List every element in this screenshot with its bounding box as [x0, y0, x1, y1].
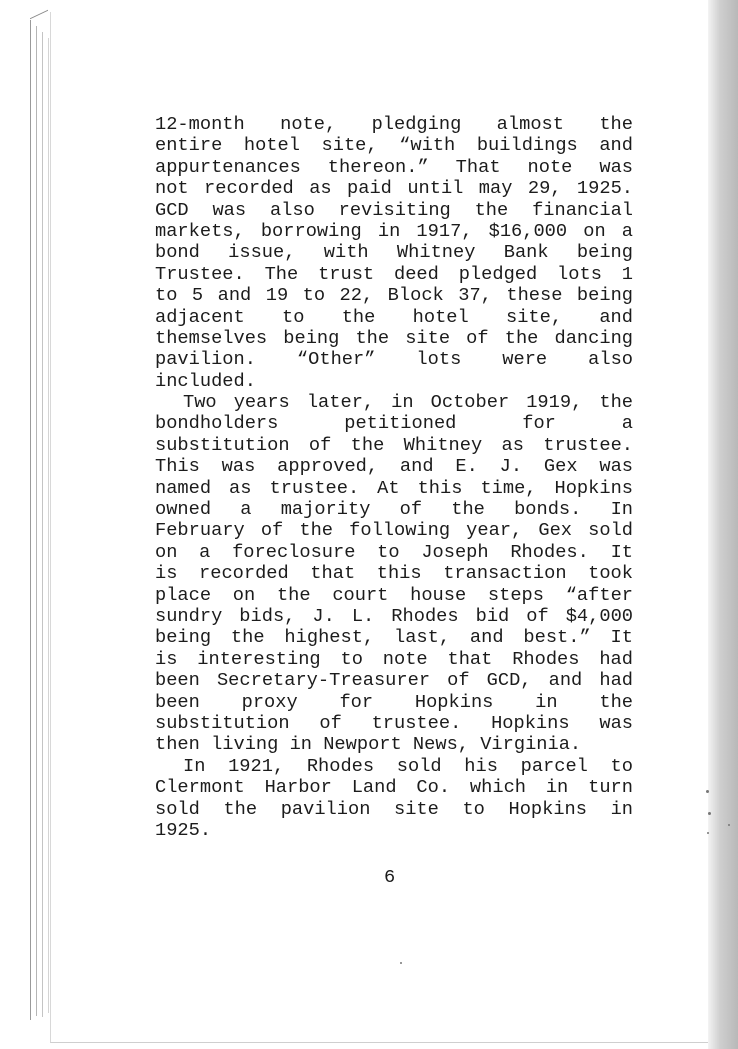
- text-line: is interesting to note that Rhodes had: [155, 647, 633, 670]
- text-line: bondholders petitioned for a: [155, 412, 633, 435]
- scan-speck: [707, 832, 709, 834]
- text-line: 12-month note, pledging almost the: [155, 113, 633, 135]
- text-line: This was approved, and E. J. Gex was: [155, 455, 633, 478]
- scan-speck: [706, 790, 709, 793]
- text-line: to 5 and 19 to 22, Block 37, these being: [155, 284, 633, 307]
- page-edge: [30, 20, 31, 1020]
- text-line: included.: [155, 369, 256, 392]
- text-line: substitution of the Whitney as trustee.: [155, 433, 633, 456]
- text-line: owned a majority of the bonds. In: [155, 498, 633, 521]
- body-text: [155, 114, 633, 841]
- text-line: been Secretary-Treasurer of GCD, and had: [155, 669, 633, 692]
- text-line: then living in Newport News, Virginia.: [155, 733, 582, 756]
- page-edge: [48, 38, 49, 1013]
- text-line: 1925.: [155, 818, 212, 841]
- paragraph: [155, 392, 633, 756]
- text-line: Clermont Harbor Land Co. which in turn: [155, 776, 633, 799]
- text-line: markets, borrowing in 1917, $16,000 on a: [155, 219, 633, 242]
- text-line: on a foreclosure to Joseph Rhodes. It: [155, 540, 633, 563]
- text-line: bond issue, with Whitney Bank being: [155, 241, 633, 264]
- page-edge: [36, 26, 37, 1016]
- text-line: themselves being the site of the dancing: [155, 326, 633, 349]
- page-number: 6: [384, 866, 396, 888]
- scanner-shadow: [708, 0, 738, 1049]
- scan-speck: [728, 824, 730, 826]
- text-line: Two years later, in October 1919, the: [183, 391, 633, 414]
- text-line: February of the following year, Gex sold: [155, 519, 633, 542]
- text-line: substitution of trustee. Hopkins was: [155, 711, 633, 734]
- paragraph: [155, 756, 633, 842]
- scan-speck: [708, 812, 711, 815]
- scan-speck: [400, 962, 402, 964]
- text-line: been proxy for Hopkins in the: [155, 690, 633, 713]
- text-line: appurtenances thereon.” That note was: [155, 155, 633, 178]
- text-line: Trustee. The trust deed pledged lots 1: [155, 262, 633, 285]
- text-line: not recorded as paid until may 29, 1925.: [155, 177, 633, 200]
- text-line: being the highest, last, and best.” It: [155, 626, 633, 649]
- text-line: In 1921, Rhodes sold his parcel to: [183, 754, 633, 777]
- page-corner: [30, 10, 48, 41]
- text-line: entire hotel site, “with buildings and: [155, 134, 633, 157]
- paragraph: [155, 114, 633, 392]
- text-line: place on the court house steps “after: [155, 583, 633, 606]
- text-line: sundry bids, J. L. Rhodes bid of $4,000: [155, 605, 633, 627]
- text-line: is recorded that this transaction took: [155, 562, 633, 585]
- text-line: pavilion. “Other” lots were also: [155, 348, 633, 371]
- text-line: sold the pavilion site to Hopkins in: [155, 797, 633, 820]
- page-edge: [42, 32, 43, 1017]
- text-line: adjacent to the hotel site, and: [155, 305, 633, 328]
- text-line: GCD was also revisiting the financial: [155, 198, 633, 221]
- text-line: named as trustee. At this time, Hopkins: [155, 476, 633, 499]
